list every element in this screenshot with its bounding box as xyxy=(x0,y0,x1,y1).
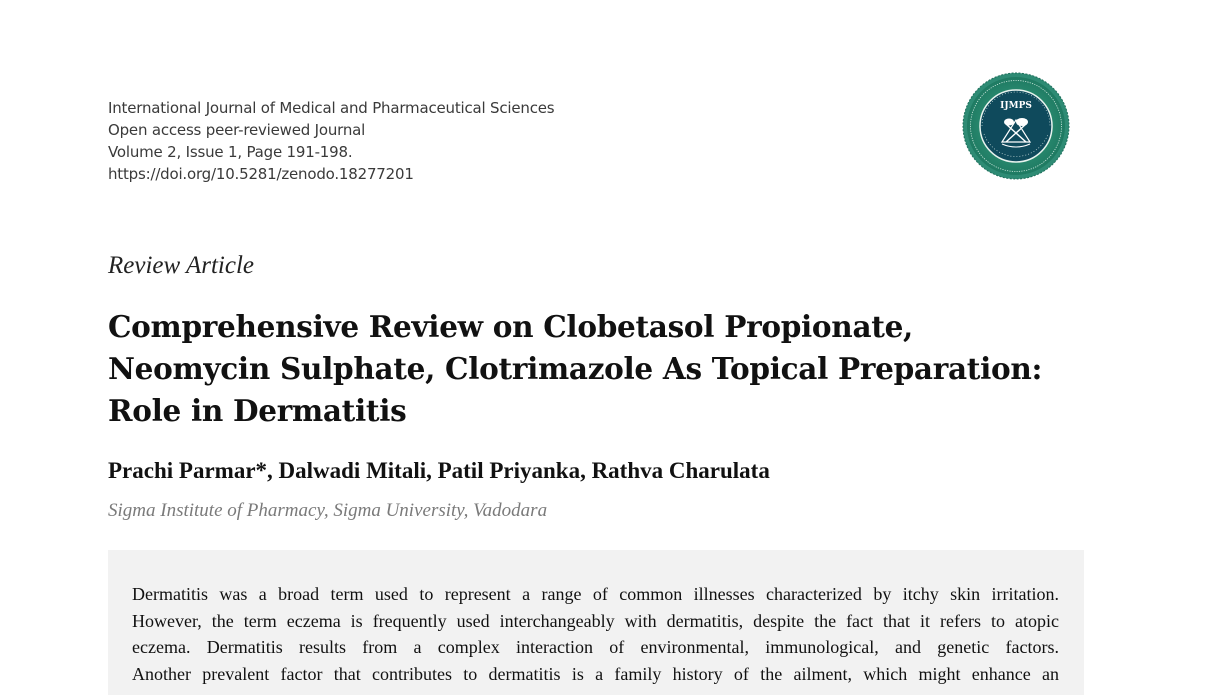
abstract-text xyxy=(132,581,1059,687)
journal-doi[interactable]: https://doi.org/10.5281/zenodo.18277201 xyxy=(108,165,414,183)
article-title-line: Comprehensive Review on Clobetasol Propionate, xyxy=(108,309,914,344)
article-type: Review Article xyxy=(108,252,255,279)
journal-seal-logo xyxy=(962,72,1070,180)
journal-info xyxy=(108,97,554,185)
journal-volume: Volume 2, Issue 1, Page 191-198. xyxy=(108,143,353,161)
article-title-line: Neomycin Sulphate, Clotrimazole As Topical Preparation: xyxy=(108,351,1043,386)
article-title-line: Role in Dermatitis xyxy=(108,393,407,428)
article-title xyxy=(108,306,1098,432)
abstract-line: Another prevalent factor that contributes to dermatitis is a family history of the ailment, which might enhance an xyxy=(132,663,1059,684)
author-list: Prachi Parmar*, Dalwadi Mitali, Patil Priyanka, Rathva Charulata xyxy=(108,458,770,483)
affiliation: Sigma Institute of Pharmacy, Sigma University, Vadodara xyxy=(108,500,548,521)
abstract-line: Dermatitis was a broad term used to represent a range of common illnesses characterized by itchy skin irritation. xyxy=(132,584,1059,604)
abstract-line: However, the term eczema is frequently used interchangeably with dermatitis, despite the fact that it refers to atopic xyxy=(132,610,1059,631)
journal-name: International Journal of Medical and Pharmaceutical Sciences xyxy=(108,99,555,117)
abstract-line: eczema. Dermatitis results from a complex interaction of environmental, immunological, and genetic factors. xyxy=(132,637,1059,657)
abstract-box xyxy=(108,550,1084,695)
seal-abbrev: IJMPS xyxy=(1000,101,1032,111)
journal-access: Open access peer-reviewed Journal xyxy=(108,121,366,139)
